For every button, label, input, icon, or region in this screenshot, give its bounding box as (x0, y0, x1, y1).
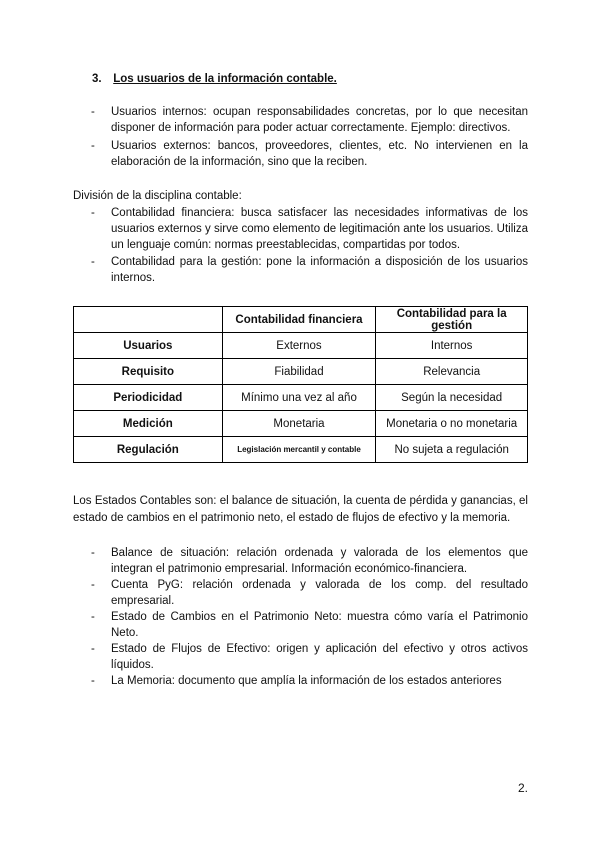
table-row (74, 411, 528, 437)
row-header-cell: Medición (74, 411, 223, 437)
table-header-cell: Contabilidad financiera (222, 307, 376, 333)
section-number: 3. (92, 73, 102, 85)
table-header-cell (74, 307, 223, 333)
table-header-row (74, 307, 528, 333)
estados-paragraph: Los Estados Contables son: el balance de situación, la cuenta de pérdida y ganancias, el estado de cambios en el patrimonio neto, el estado de flujos de efectivo y la memoria. (73, 495, 528, 524)
list-item: - Contabilidad para la gestión: pone la información a disposición de los usuarios internos. (91, 254, 528, 286)
list-item: - La Memoria: documento que amplía la información de los estados anteriores (91, 673, 528, 689)
table-row (74, 385, 528, 411)
division-list (91, 205, 528, 287)
list-item: - Usuarios internos: ocupan responsabilidades concretas, por lo que necesitan disponer de información para poder actuar correctamente. Ejemplo: directivos. (91, 104, 528, 136)
table-cell: Fiabilidad (222, 359, 376, 385)
table-cell: Legislación mercantil y contable (222, 437, 376, 463)
row-header-cell: Regulación (74, 437, 223, 463)
list-item: - Cuenta PyG: relación ordenada y valorada de los comp. del resultado empresarial. (91, 577, 528, 609)
row-header-cell: Usuarios (74, 333, 223, 359)
table-row (74, 333, 528, 359)
table-row (74, 437, 528, 463)
table-cell: Mínimo una vez al año (222, 385, 376, 411)
list-item: - Estado de Cambios en el Patrimonio Neto: muestra cómo varía el Patrimonio Neto. (91, 609, 528, 641)
table-row (74, 359, 528, 385)
division-title: División de la disciplina contable: (73, 190, 242, 202)
table-cell: No sujeta a regulación (376, 437, 528, 463)
list-item: - Contabilidad financiera: busca satisfacer las necesidades informativas de los usuarios externos y sirve como elemento de legitimación ante los usuarios. Utiliza un lenguaje común: normas preestablecidas, compartidas por todos. (91, 205, 528, 253)
table-header-cell: Contabilidad para la gestión (376, 307, 528, 333)
page-number: 2. (517, 781, 528, 795)
list-item: - Usuarios externos: bancos, proveedores, clientes, etc. No intervienen en la elaboración de la información, sino que la reciben. (91, 138, 528, 170)
table-cell: Internos (376, 333, 528, 359)
table-cell: Externos (222, 333, 376, 359)
list-item: - Estado de Flujos de Efectivo: origen y aplicación del efectivo y otros activos líquidos. (91, 641, 528, 673)
section-title: Los usuarios de la información contable. (113, 73, 337, 85)
row-header-cell: Requisito (74, 359, 223, 385)
table-cell: Monetaria (222, 411, 376, 437)
list-item: - Balance de situación: relación ordenada y valorada de los elementos que integran el patrimonio empresarial. Información económico-financiera. (91, 545, 528, 577)
usuarios-list (91, 104, 528, 172)
section-heading (92, 73, 337, 85)
comparison-table (73, 306, 528, 463)
table-cell: Monetaria o no monetaria (376, 411, 528, 437)
row-header-cell: Periodicidad (74, 385, 223, 411)
table-cell: Relevancia (376, 359, 528, 385)
table-cell: Según la necesidad (376, 385, 528, 411)
estados-list (91, 545, 528, 689)
